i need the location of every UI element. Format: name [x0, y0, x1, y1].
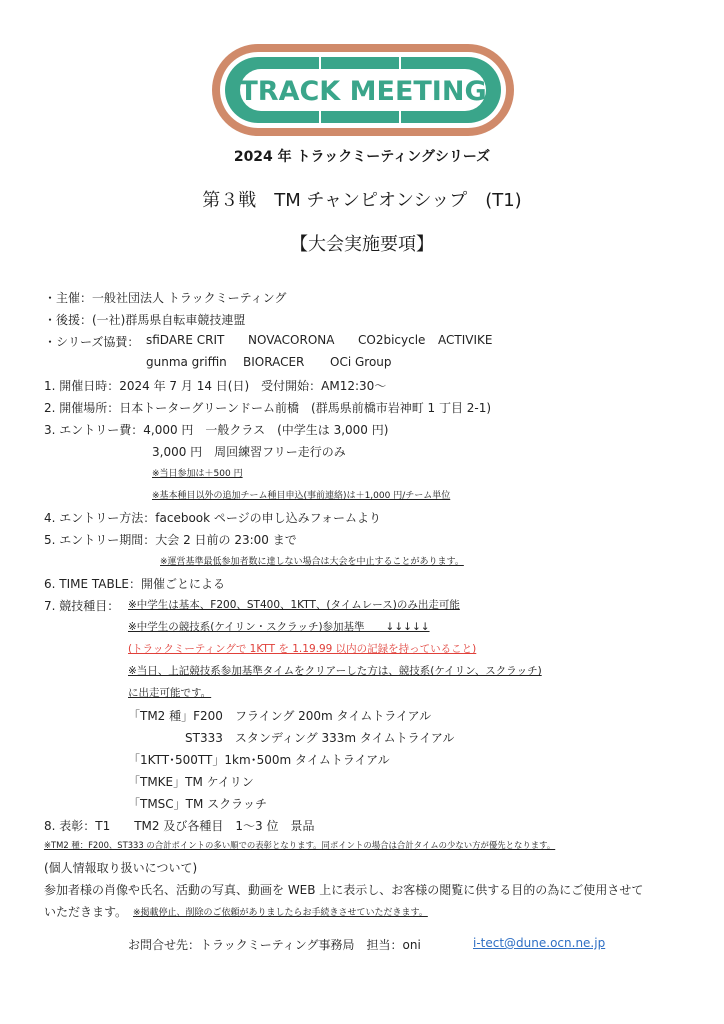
privacy-body: 参加者様の肖像や氏名、活動の写真、動画を WEB 上に表示し、お客様の閲覧に供する目的の為にご使用させて: [44, 883, 644, 897]
sponsor-item: sfiDARE CRIT: [146, 333, 225, 347]
privacy-note: ※掲載停止、削除のご依頼がありましたらお手続きさせていただきます。: [133, 908, 428, 918]
contact-label: お問合せ先：トラックミーティング事務局 担当：oni: [128, 938, 421, 952]
sponsor-item: NOVACORONA: [248, 333, 335, 347]
contact-email-link[interactable]: i-tect@dune.ocn.ne.jp: [473, 936, 606, 950]
events-note-red: (トラックミーティングで 1KTT を 1.19.99 以内の記録を持っていること): [128, 643, 477, 655]
events-note: ※中学生の競技系(ケイリン・スクラッチ)参加基準 ↓↓↓↓↓: [128, 621, 430, 633]
event-item: 「TMKE」TM ケイリン: [128, 775, 254, 789]
fee-line-2: 3,000 円 周回練習フリー走行のみ: [152, 445, 346, 459]
event-item: 「TM2 種」F200 フライング 200m タイムトライアル: [128, 709, 432, 723]
fee-note: ※基本種目以外の追加チーム種目申込(事前連絡)は＋1,000 円/チーム単位: [152, 491, 451, 501]
event-title: 第３戦 TM チャンピオンシップ (T1): [202, 190, 522, 211]
sponsor-item: ACTIVIKE: [438, 333, 493, 347]
document-heading: 【大会実施要項】: [290, 234, 434, 255]
event-item: 「TMSC」TM スクラッチ: [128, 797, 267, 811]
event-item: ST333 スタンディング 333m タイムトライアル: [185, 731, 455, 745]
events-note: ※当日、上記競技系参加基準タイムをクリアーした方は、競技系(ケイリン、スクラッチ): [128, 665, 542, 677]
place-line: 2. 開催場所：日本トーターグリーンドーム前橋 (群馬県前橋市岩神町 1 丁目 2-1): [44, 401, 492, 415]
privacy-title: (個人情報取り扱いについて): [44, 861, 198, 875]
fee-line: 3. エントリー費：4,000 円 一般クラス (中学生は 3,000 円): [44, 423, 389, 437]
method-line: 4. エントリー方法：facebook ページの申し込みフォームより: [44, 511, 382, 525]
sponsor-item: gunma griffin: [146, 355, 227, 369]
award-line: 8. 表彰：T1 TM2 及び各種目 1～3 位 景品: [44, 819, 315, 833]
organizer: ・主催：一般社団法人 トラックミーティング: [44, 291, 287, 305]
events-label: 7. 競技種目：: [44, 599, 120, 613]
events-note: に出走可能です。: [128, 687, 212, 699]
sponsors-label: ・シリーズ協賛：: [44, 335, 140, 349]
sponsor-item: BIORACER: [243, 355, 305, 369]
logo-text: TRACK MEETING: [239, 76, 487, 107]
events-note: ※中学生は基本、F200、ST400、1KTT、(タイムレース)のみ出走可能: [128, 599, 460, 611]
event-item: 「1KTT･500TT」1km･500m タイムトライアル: [128, 753, 390, 767]
date-line: 1. 開催日時：2024 年 7 月 14 日(日) 受付開始：AM12:30～: [44, 379, 387, 393]
track-meeting-logo: [210, 42, 516, 138]
support: ・後援：(一社)群馬県自転車競技連盟: [44, 313, 246, 327]
fee-note: ※当日参加は＋500 円: [152, 469, 243, 479]
period-line: 5. エントリー期間：大会 2 日前の 23:00 まで: [44, 533, 297, 547]
privacy-body: いただきます。: [44, 905, 128, 919]
sponsor-item: OCi Group: [330, 355, 392, 369]
period-note: ※運営基準最低参加者数に達しない場合は大会を中止することがあります。: [160, 557, 464, 567]
timetable-line: 6. TIME TABLE：開催ごとによる: [44, 577, 225, 591]
series-title: 2024 年 トラックミーティングシリーズ: [233, 149, 491, 165]
award-note: ※TM2 種：F200、ST333 の合計ポイントの多い順での表彰となります。同ポイントの場合は合計タイムの少ない方が優先となります。: [44, 840, 556, 850]
sponsor-item: CO2bicycle: [358, 333, 426, 347]
